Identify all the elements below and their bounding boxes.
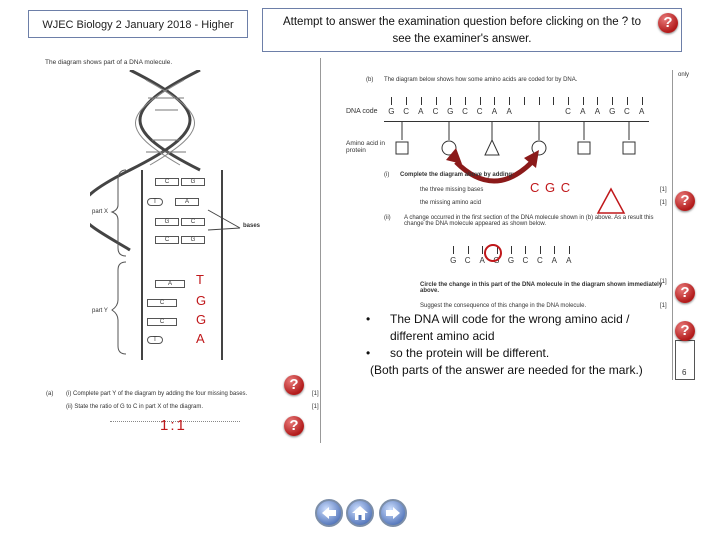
dna-code-tick <box>553 97 554 105</box>
changed-tick <box>482 246 483 254</box>
right-margin-divider <box>672 70 673 380</box>
changed-base: C <box>536 256 543 265</box>
part-y-pairs <box>145 272 225 348</box>
home-button[interactable] <box>346 499 374 527</box>
dna-base: C <box>476 107 483 116</box>
part-y-base: C <box>147 299 177 307</box>
marks-a-ii: [1] <box>312 404 319 410</box>
changed-tick <box>511 246 512 254</box>
changed-tick <box>525 246 526 254</box>
changed-base: A <box>479 256 485 265</box>
question-b-text: The diagram below shows how some amino acids are coded for by DNA. <box>384 77 578 83</box>
marks-iii-1: [1] <box>660 279 667 285</box>
back-button[interactable] <box>315 499 343 527</box>
base-right: G <box>181 236 205 244</box>
base-pair-row <box>145 218 215 230</box>
part-y-label: part Y <box>92 308 108 314</box>
help-button-i-1[interactable]: ? <box>675 191 695 211</box>
question-iii-1: Circle the change in this part of the DNA molecule in the diagram shown immediately above. <box>420 282 663 294</box>
changed-base: C <box>522 256 529 265</box>
base-pair-row <box>145 178 215 190</box>
help-button-a-ii[interactable]: ? <box>284 416 304 436</box>
course-title: WJEC Biology 2 January 2018 - Higher <box>42 19 234 31</box>
dna-code-row <box>384 107 649 117</box>
answer-bullet-text: so the protein will be different. <box>390 346 550 360</box>
dna-code-sequence <box>384 97 649 122</box>
marks-iii-2: [1] <box>660 303 667 309</box>
dna-code-tick <box>406 97 407 105</box>
part-y-base: C <box>147 318 177 326</box>
dna-code-tick <box>583 97 584 105</box>
base-pair-row <box>145 236 215 248</box>
dna-code-tick <box>642 97 643 105</box>
changed-tick <box>554 246 555 254</box>
dna-code-tick <box>597 97 598 105</box>
dna-code-tick <box>421 97 422 105</box>
dna-base: A <box>580 107 586 116</box>
dna-code-tick <box>627 97 628 105</box>
help-button-a-i[interactable]: ? <box>284 375 304 395</box>
amino-acid-label: Amino acid in protein <box>346 140 386 154</box>
answer-bullet: • so the protein will be different. <box>366 345 666 362</box>
part-y-answer-base: G <box>196 293 207 308</box>
dna-base: A <box>491 107 498 116</box>
question-i-text: Complete the diagram above by adding: <box>400 172 515 178</box>
question-b-label: (b) <box>366 77 374 83</box>
dna-base: A <box>594 107 601 116</box>
changed-tick <box>453 246 454 254</box>
base-right: C <box>181 218 205 226</box>
base-left: C <box>155 236 179 244</box>
question-a-ii: (ii) State the ratio of G to C in part X of the diagram. <box>66 404 204 410</box>
dna-base: A <box>638 107 645 116</box>
total-mark: 6 <box>682 368 687 377</box>
marks-a-i: [1] <box>312 391 319 397</box>
part-y-base: T <box>147 336 163 344</box>
question-i-part-1: the three missing bases <box>420 187 484 193</box>
question-a-label: (a) <box>46 391 54 397</box>
answer-note: (Both parts of the answer are needed for the mark.) <box>370 363 643 377</box>
dna-code-tick <box>539 97 540 105</box>
diagram-intro: The diagram shows part of a DNA molecule. <box>45 59 173 66</box>
dna-code-tick <box>509 97 510 105</box>
question-ii-label: (ii) <box>384 215 391 221</box>
forward-button[interactable] <box>379 499 407 527</box>
dna-base: C <box>565 107 571 116</box>
dna-code-tick <box>391 97 392 105</box>
home-icon <box>351 505 369 521</box>
change-circle-icon <box>484 244 502 262</box>
dna-base: C <box>403 107 409 116</box>
dna-code-tick <box>494 97 495 105</box>
answer-bullet: • The DNA will code for the wrong amino acid / different amino acid <box>366 311 666 345</box>
help-button-iii-1[interactable]: ? <box>675 283 695 303</box>
amino-acid-diagram <box>384 120 654 195</box>
back-arrow-icon <box>321 506 337 520</box>
answer-bullet-text: The DNA will code for the wrong amino acid / different amino acid <box>390 312 630 343</box>
changed-tick <box>569 246 570 254</box>
part-y-base: A <box>155 280 185 288</box>
examiner-answer <box>366 311 666 379</box>
question-a-i: (i) Complete part Y of the diagram by adding the four missing bases. <box>66 391 248 397</box>
base-right: G <box>181 178 205 186</box>
part-y-answer-base: A <box>196 331 205 346</box>
answer-triangle-icon <box>596 187 626 215</box>
changed-row <box>446 256 576 266</box>
dna-code-tick <box>480 97 481 105</box>
dna-base: C <box>432 107 439 116</box>
base-left: G <box>155 218 179 226</box>
base-pair-row <box>145 198 215 210</box>
question-i-part-2: the missing amino acid <box>420 200 482 206</box>
part-x-label: part X <box>92 209 109 215</box>
changed-base: G <box>450 256 457 265</box>
cgc-answer: C G C <box>530 180 572 195</box>
dna-code-label: DNA code <box>346 108 378 115</box>
changed-base: G <box>493 256 500 265</box>
changed-tick <box>540 246 541 254</box>
changed-base: G <box>507 256 515 265</box>
instruction-text: Attempt to answer the examination question before clicking on the ? to see the examiner's answer. <box>283 16 641 45</box>
dna-base: A <box>418 107 424 116</box>
instruction-box <box>262 8 682 52</box>
dna-base: G <box>609 107 616 116</box>
dna-code-tick <box>465 97 466 105</box>
help-button-header[interactable]: ? <box>658 13 678 33</box>
base-left: C <box>155 178 179 186</box>
part-y-answer-base: T <box>196 272 204 287</box>
changed-base: A <box>551 256 557 265</box>
dna-base: A <box>506 107 512 116</box>
ratio-answer: 1:1 <box>160 417 187 434</box>
changed-base: A <box>566 256 572 265</box>
total-mark-box <box>675 340 695 380</box>
dna-code-tick <box>524 97 525 105</box>
base-left: T <box>147 198 163 206</box>
vertical-divider <box>320 58 321 443</box>
question-iii-2: Suggest the consequence of this change in the DNA molecule. <box>420 303 587 309</box>
only-label: only <box>678 72 690 78</box>
dna-base: G <box>447 107 454 116</box>
dna-code-tick <box>450 97 451 105</box>
course-title-box <box>28 10 248 38</box>
help-button-iii-2[interactable]: ? <box>675 321 695 341</box>
changed-dna-sequence <box>446 246 576 268</box>
dna-code-tick <box>568 97 569 105</box>
base-right: A <box>175 198 199 206</box>
question-ii-text: A change occurred in the first section of the DNA molecule shown in (b) above. As a result this change the DNA molecule appeared as shown below. <box>404 215 654 227</box>
dna-code-tick <box>436 97 437 105</box>
question-i-label: (i) <box>384 172 390 178</box>
forward-arrow-icon <box>385 506 401 520</box>
changed-base: C <box>464 256 471 265</box>
marks-i-1: [1] <box>660 187 667 193</box>
marks-i-2: [1] <box>660 200 667 206</box>
dna-base: C <box>462 107 468 116</box>
changed-tick <box>468 246 469 254</box>
part-y-answer-base: G <box>196 312 207 327</box>
dna-base: C <box>624 107 630 116</box>
dna-code-tick <box>612 97 613 105</box>
bases-label: bases <box>243 223 261 229</box>
dna-base: G <box>388 107 395 116</box>
